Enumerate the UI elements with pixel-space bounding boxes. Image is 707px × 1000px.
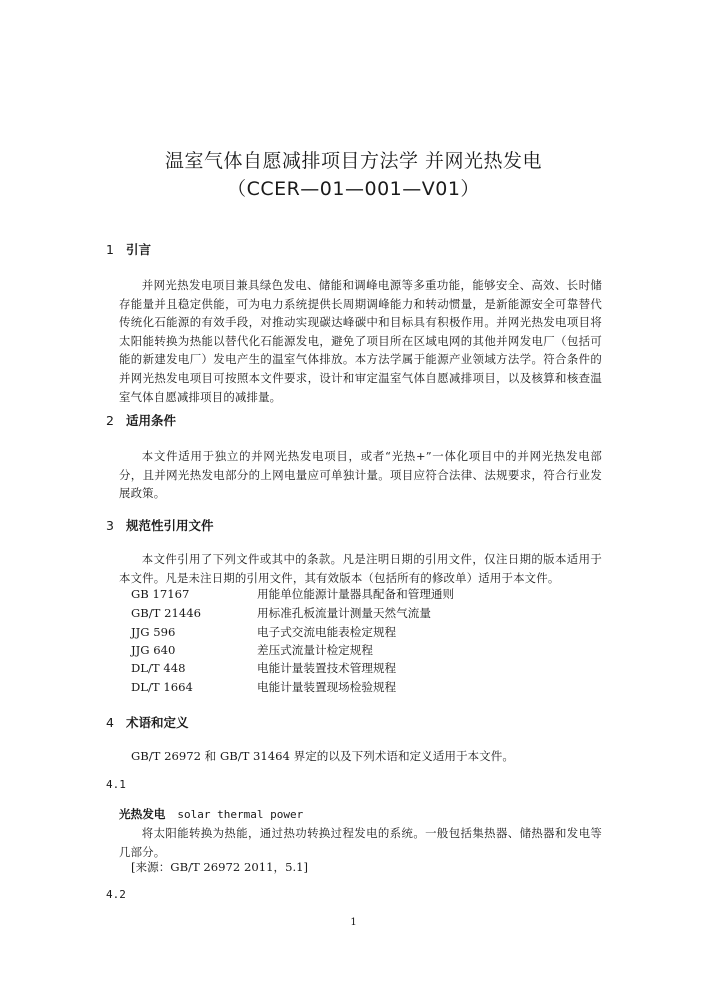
methodology-code: （CCER—01—001—V01） — [227, 178, 480, 200]
reference-title: 用标准孔板流量计测量天然气流量 — [257, 606, 431, 620]
term-chinese: 光热发电 — [119, 807, 166, 821]
terms-intro-paragraph: GB/T 26972 和 GB/T 31464 界定的以及下列术语和定义适用于本文件。 — [131, 749, 514, 763]
introduction-paragraph: 并网光热发电项目兼具绿色发电、储能和调峰电源等多重功能，能够安全、高效、长时储存能量并且稳定供能，可为电力系统提供长周期调峰能力和转动惯量，是新能源安全可靠替代传统化石能源的有效手段，对推动实现碳达峰碳中和目标具有积极作用。并网光热发电项目将太阳能转换为热能以替代化石能源发电，避免了项目所在区域电网的其他并网发电厂（包括可能的新建发电厂）发电产生的温室气体排放。本方法学属于能源产业领域方法学。符合条件的并网光热发电项目可按照本文件要求，设计和审定温室气体自愿减排项目，以及核算和核查温室气体自愿减排项目的减排量。 — [119, 278, 602, 404]
term-number: 4.1 — [106, 778, 126, 791]
term-entry — [119, 806, 303, 822]
section-number: 4 — [106, 715, 114, 730]
reference-row — [131, 642, 373, 658]
reference-code: DL/T 448 — [131, 661, 186, 675]
section-number: 3 — [106, 518, 114, 533]
section-heading-introduction — [106, 240, 151, 258]
reference-title: 电子式交流电能表检定规程 — [257, 625, 397, 639]
section-heading-applicability — [106, 411, 176, 429]
reference-title: 电能计量装置现场检验规程 — [257, 680, 397, 694]
applicability-paragraph: 本文件适用于独立的并网光热发电项目，或者“光热+”一体化项目中的并网光热发电部分，且并网光热发电部分的上网电量应可单独计量。项目应符合法律、法规要求，符合行业发展政策。 — [119, 449, 602, 501]
section-title: 术语和定义 — [126, 715, 189, 730]
section-number: 2 — [106, 413, 114, 428]
section-title: 引言 — [126, 242, 152, 257]
document-title: 温室气体自愿减排项目方法学 并网光热发电 — [164, 150, 543, 172]
term-source: [来源：GB/T 26972 2011，5.1] — [131, 860, 309, 874]
section-title: 规范性引用文件 — [126, 518, 214, 533]
reference-row — [131, 586, 454, 602]
term-definition: 将太阳能转换为热能，通过热功转换过程发电的系统。一般包括集热器、储热器和发电等几部分。 — [119, 826, 602, 859]
reference-code: JJG 596 — [131, 625, 176, 639]
reference-row — [131, 679, 396, 695]
reference-code: GB/T 21446 — [131, 606, 201, 620]
section-number: 1 — [106, 242, 114, 257]
reference-row — [131, 624, 396, 640]
reference-title: 用能单位能源计量器具配备和管理通则 — [257, 587, 455, 601]
section-title: 适用条件 — [126, 413, 177, 428]
normative-references-paragraph: 本文件引用了下列文件或其中的条款。凡是注明日期的引用文件，仅注日期的版本适用于本文件。凡是未注日期的引用文件，其有效版本（包括所有的修改单）适用于本文件。 — [119, 552, 602, 585]
reference-row — [131, 660, 396, 676]
reference-row — [131, 605, 431, 621]
term-number: 4.2 — [106, 888, 126, 901]
reference-code: DL/T 1664 — [131, 680, 193, 694]
reference-title: 电能计量装置技术管理规程 — [257, 661, 397, 675]
page-number: 1 — [350, 917, 357, 928]
reference-code: GB 17167 — [131, 587, 190, 601]
reference-code: JJG 640 — [131, 643, 176, 657]
section-heading-normative-references — [106, 516, 214, 534]
term-english: solar thermal power — [177, 808, 304, 821]
section-heading-terms-definitions — [106, 713, 189, 731]
reference-title: 差压式流量计检定规程 — [257, 643, 373, 657]
